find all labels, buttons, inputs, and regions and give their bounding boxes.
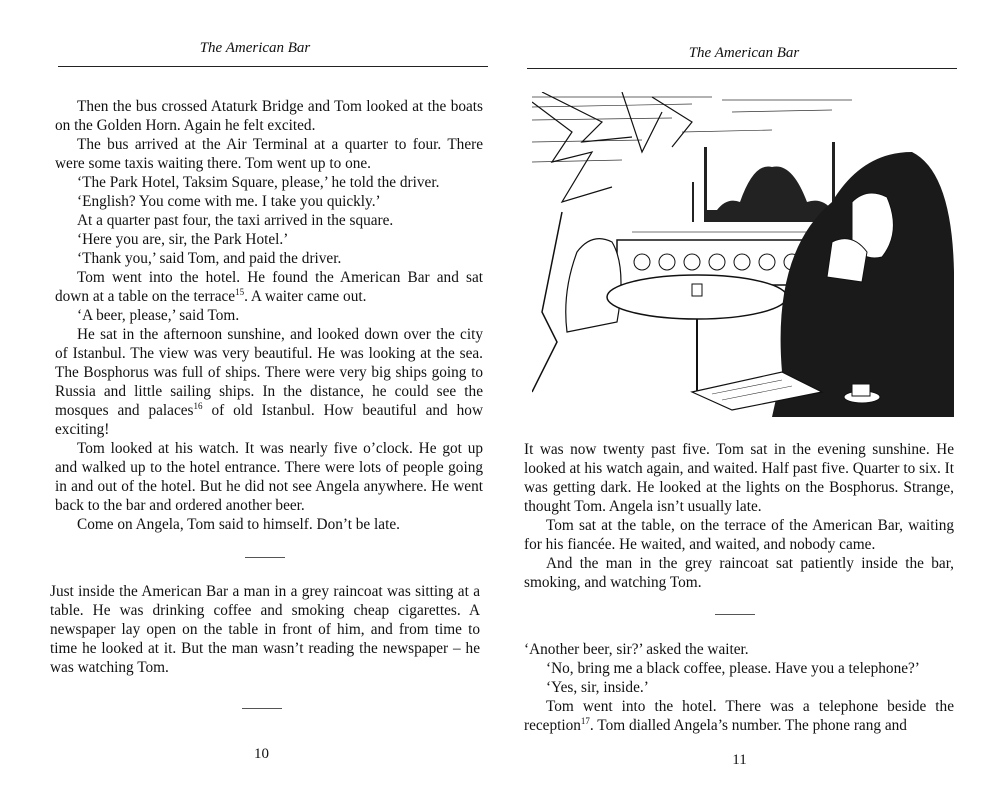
paragraph: At a quarter past four, the taxi arrived in the square. [77, 212, 394, 229]
paragraph: ‘English? You come with me. I take you quickly.’ [77, 193, 381, 210]
paragraph: It was now twenty past five. Tom sat in the evening sunshine. He looked at his watch again, and waited. Half past five. Quarter to six. It was getting dark. He looked at the lights on the Bosphorus. Strange, thought Tom. Angela isn’t usually late. [524, 441, 954, 515]
paragraph [55, 268, 483, 306]
page-number: 11 [732, 752, 747, 768]
section-break [715, 614, 755, 615]
page-number: 10 [254, 746, 269, 762]
paragraph: ‘Another beer, sir?’ asked the waiter. [524, 641, 749, 658]
paragraph: ‘The Park Hotel, Taksim Square, please,’ he told the driver. [77, 174, 440, 191]
paragraph [55, 325, 483, 439]
paragraph: And the man in the grey raincoat sat patiently inside the bar, smoking, and watching Tom. [524, 555, 954, 591]
text-run: He sat in the afternoon sunshine, and looked down over the city of Istanbul. The view was very beautiful. He was looking at the sea. The Bosphorus was full of ships. There were very big ships going to Russia and little sailing ships. In the distance, he could see the mosques and palaces [55, 326, 483, 419]
footnote-marker: 17 [580, 715, 590, 726]
text-run: Tom went into the hotel. He found the American Bar and sat down at a table on the terrace [55, 269, 483, 305]
body-text [50, 582, 480, 677]
text-run: Tom went into the hotel. There was a telephone beside the reception [524, 698, 954, 734]
illustration-istanbul-bar [532, 92, 954, 417]
footnote-marker: 16 [193, 400, 203, 411]
paragraph: The bus arrived at the Air Terminal at a quarter to four. There were some taxis waiting there. Tom went up to one. [55, 136, 483, 172]
body-text [524, 440, 954, 592]
text-run: of old Istanbul. How beautiful and how exciting! [55, 402, 483, 438]
paragraph: ‘Thank you,’ said Tom, and paid the driver. [77, 250, 342, 267]
footnote-marker: 15 [235, 286, 245, 297]
header-rule [58, 66, 488, 67]
paragraph: ‘Here you are, sir, the Park Hotel.’ [77, 231, 289, 248]
paragraph: Tom sat at the table, on the terrace of the American Bar, waiting for his fiancée. He waited, and waited, and nobody came. [524, 517, 954, 553]
section-break [242, 708, 282, 709]
paragraph: Come on Angela, Tom said to himself. Don’t be late. [77, 516, 400, 533]
section-break [245, 557, 285, 558]
body-text [524, 640, 954, 735]
paragraph: Tom looked at his watch. It was nearly five o’clock. He got up and walked up to the hotel entrance. There were lots of people going in and out of the hotel. But he did not see Angela anywhere. He went back to the bar and ordered another beer. [55, 440, 483, 514]
paragraph: Then the bus crossed Ataturk Bridge and Tom looked at the boats on the Golden Horn. Again he felt excited. [55, 98, 483, 134]
text-run: . A waiter came out. [244, 288, 367, 305]
body-text [55, 97, 483, 534]
text-run: . Tom dialled Angela’s number. The phone rang and [589, 717, 907, 734]
paragraph [524, 697, 954, 735]
right-page [499, 0, 998, 788]
running-head: The American Bar [199, 40, 311, 56]
paragraph: ‘Yes, sir, inside.’ [546, 679, 649, 696]
paragraph: ‘A beer, please,’ said Tom. [77, 307, 240, 324]
running-head: The American Bar [688, 45, 800, 61]
paragraph: Just inside the American Bar a man in a grey raincoat was sitting at a table. He was drinking coffee and smoking cheap cigarettes. A newspaper lay open on the table in front of him, and from time to time he looked at it. But the man wasn’t reading the newspaper – he was watching Tom. [50, 583, 480, 676]
paragraph: ‘No, bring me a black coffee, please. Have you a telephone?’ [546, 660, 920, 677]
header-rule [527, 68, 957, 69]
